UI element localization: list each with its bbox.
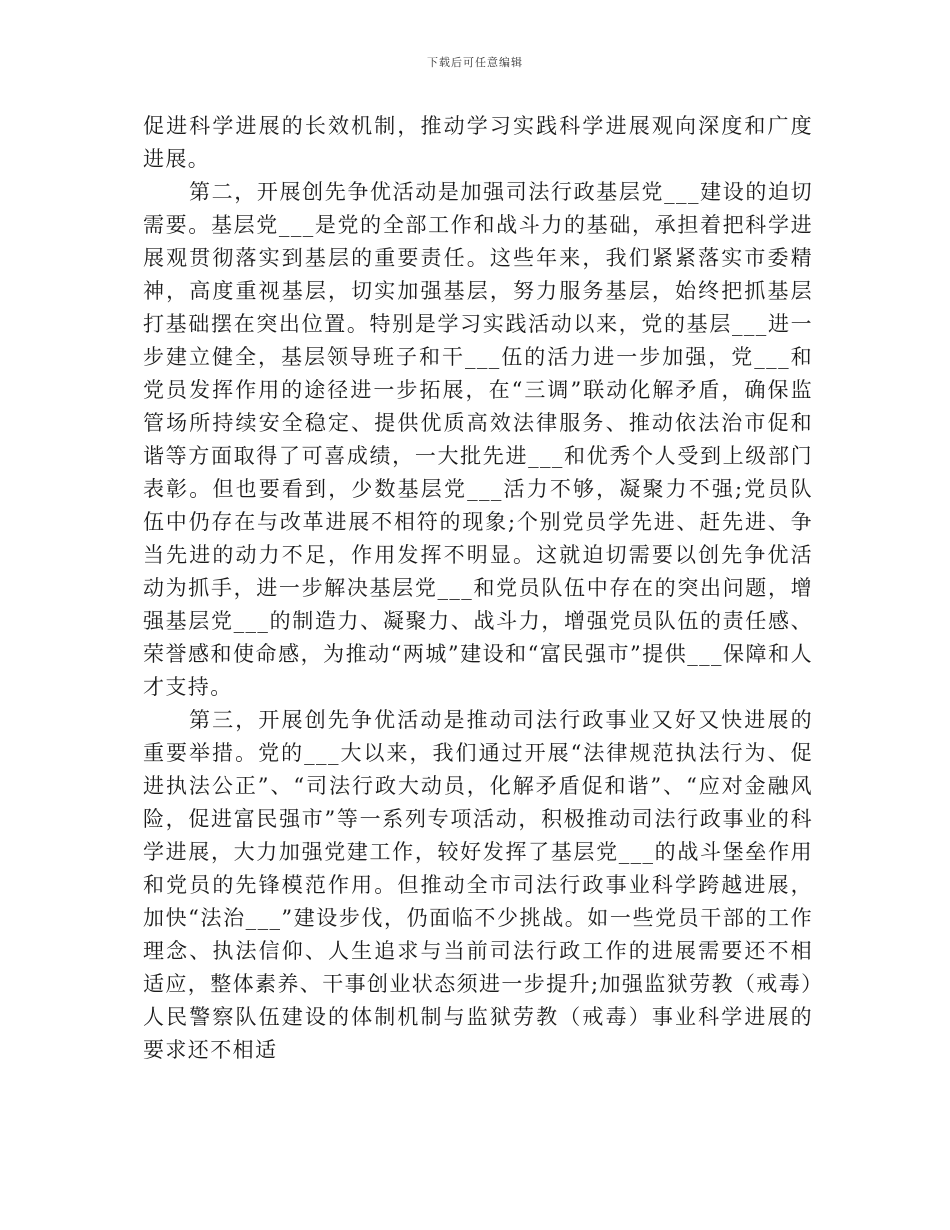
header-note: 下载后可任意编辑 <box>427 56 523 69</box>
paragraph-continuation: 促进科学进展的长效机制，推动学习实践科学进展观向深度和广度进展。 <box>143 114 813 171</box>
body-text <box>143 110 813 1067</box>
paragraph-third-point: 第三，开展创先争优活动是推动司法行政事业又好又快进展的重要举措。党的___大以来，我们通过开展“法律规范执法行为、促进执法公正”、“司法行政大动员，化解矛盾促和谐”、“应对金融风险，促进富民强市”等一系列专项活动，积极推动司法行政事业的科学进展，大力加强党建工作，较好发挥了基层党___的战斗堡垒作用和党员的先锋模范作用。但推动全市司法行政事业科学跨越进展，加快“法治___”建设步伐，仍面临不少挑战。如一些党员干部的工作理念、执法信仰、人生追求与当前司法行政工作的进展需要还不相适应，整体素养、干事创业状态须进一步提升;加强监狱劳教（戒毒）人民警察队伍建设的体制机制与监狱劳教（戒毒）事业科学进展的要求还不相适 <box>143 708 813 1062</box>
paragraph-second-point: 第二，开展创先争优活动是加强司法行政基层党___建设的迫切需要。基层党___是党的全部工作和战斗力的基础，承担着把科学进展观贯彻落实到基层的重要责任。这些年来，我们紧紧落实市委精神，高度重视基层，切实加强基层，努力服务基层，始终把抓基层打基础摆在突出位置。特别是学习实践活动以来，党的基层___进一步建立健全，基层领导班子和干___伍的活力进一步加强，党___和党员发挥作用的途径进一步拓展，在“三调”联动化解矛盾，确保监管场所持续安全稳定、提供优质高效法律服务、推动依法治市促和谐等方面取得了可喜成绩，一大批先进___和优秀个人受到上级部门表彰。但也要看到，少数基层党___活力不够，凝聚力不强;党员队伍中仍存在与改革进展不相符的现象;个别党员学先进、赶先进、争当先进的动力不足，作用发挥不明显。这就迫切需要以创先争优活动为抓手，进一步解决基层党___和党员队伍中存在的突出问题，增强基层党___的制造力、凝聚力、战斗力，增强党员队伍的责任感、荣誉感和使命感，为推动“两城”建设和“富民强市”提供___保障和人才支持。 <box>143 180 813 699</box>
